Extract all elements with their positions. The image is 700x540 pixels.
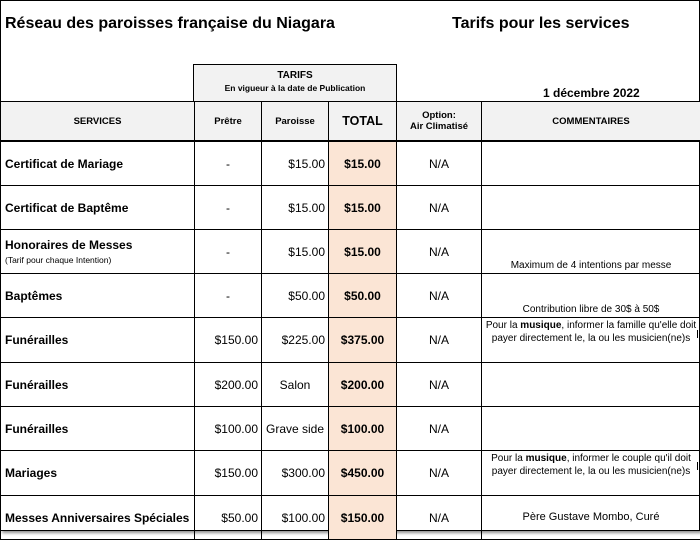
table-row	[1, 186, 700, 230]
paroisse-price: $15.00	[262, 186, 329, 230]
service-name-cell	[1, 230, 195, 274]
comment-pre: Pour la	[491, 453, 525, 464]
tarifs-title: TARIFS	[194, 70, 396, 81]
tarifs-subtitle: En vigueur à la date de Publication	[194, 83, 396, 93]
service-name: Funérailles	[1, 363, 195, 407]
table-header-row	[1, 102, 700, 142]
publication-date: 1 décembre 2022	[543, 86, 640, 100]
total-price: $15.00	[329, 186, 397, 230]
comment-cell	[482, 141, 700, 186]
comment-cell	[482, 186, 700, 230]
service-name: Messes Anniversaires Spéciales	[1, 496, 195, 540]
pretre-price: $150.00	[195, 318, 262, 363]
comment-cell: Contribution libre de 30$ à 50$	[482, 274, 700, 318]
comment-cell	[482, 363, 700, 407]
column-header-total: TOTAL	[329, 102, 397, 142]
paroisse-price: $100.00	[262, 496, 329, 540]
column-header-commentaires: COMMENTAIRES	[482, 102, 700, 142]
column-header-paroisse: Paroisse	[262, 102, 329, 142]
option-value: N/A	[397, 318, 482, 363]
scroll-marker	[693, 462, 698, 470]
comment-post: , informer la famille qu'elle doit payer directement le, la ou les musicien(ne)s	[492, 320, 696, 344]
table-row	[1, 230, 700, 274]
pretre-price: $50.00	[195, 496, 262, 540]
total-price: $375.00	[329, 318, 397, 363]
comment-signature: Père Gustave Mombo, Curé	[482, 496, 700, 540]
pretre-price: -	[195, 230, 262, 274]
pretre-price: $150.00	[195, 451, 262, 496]
pretre-price: -	[195, 186, 262, 230]
option-value: N/A	[397, 363, 482, 407]
total-price: $100.00	[329, 407, 397, 451]
pretre-price: $100.00	[195, 407, 262, 451]
service-name: Mariages	[1, 451, 195, 496]
pricing-title: Tarifs pour les services	[452, 15, 630, 33]
table-row	[1, 363, 700, 407]
pricing-table	[0, 101, 700, 540]
option-value: N/A	[397, 141, 482, 186]
table-row	[1, 141, 700, 186]
pretre-price: -	[195, 274, 262, 318]
column-header-option	[397, 102, 482, 142]
pretre-price: $200.00	[195, 363, 262, 407]
scroll-marker	[693, 330, 698, 338]
service-name: Certificat de Baptême	[1, 186, 195, 230]
paroisse-price: $15.00	[262, 230, 329, 274]
option-value: N/A	[397, 496, 482, 540]
comment-post: , informer le couple qu'il doit payer directement le, la ou les musicien(ne)s	[492, 453, 691, 477]
comment-cell	[482, 407, 700, 451]
service-name: Funérailles	[1, 407, 195, 451]
paroisse-price: $225.00	[262, 318, 329, 363]
paroisse-price: $15.00	[262, 141, 329, 186]
comment-cell	[482, 451, 700, 496]
tarifs-header-box	[193, 64, 397, 103]
paroisse-price: $300.00	[262, 451, 329, 496]
total-price: $200.00	[329, 363, 397, 407]
comment-bold: musique	[520, 320, 561, 331]
total-price: $15.00	[329, 141, 397, 186]
column-header-services: SERVICES	[1, 102, 195, 142]
comment-cell	[482, 318, 700, 363]
option-value: N/A	[397, 407, 482, 451]
document-title: Réseau des paroisses française du Niagara	[5, 15, 335, 33]
option-value: N/A	[397, 186, 482, 230]
paroisse-price: Salon	[262, 363, 329, 407]
paroisse-price: $50.00	[262, 274, 329, 318]
total-price: $150.00	[329, 496, 397, 540]
total-price: $450.00	[329, 451, 397, 496]
paroisse-price: Grave side	[262, 407, 329, 451]
column-header-pretre: Prêtre	[195, 102, 262, 142]
comment-pre: Pour la	[486, 320, 520, 331]
service-subnote: (Tarif pour chaque Intention)	[5, 255, 194, 265]
option-value: N/A	[397, 274, 482, 318]
service-name: Funérailles	[1, 318, 195, 363]
total-price: $50.00	[329, 274, 397, 318]
table-row	[1, 274, 700, 318]
option-label: Option:	[397, 110, 481, 121]
total-price: $15.00	[329, 230, 397, 274]
service-name: Honoraires de Messes	[5, 238, 132, 252]
service-name: Certificat de Mariage	[1, 141, 195, 186]
option-value: N/A	[397, 230, 482, 274]
option-value: N/A	[397, 451, 482, 496]
table-row	[1, 318, 700, 363]
table-row	[1, 407, 700, 451]
table-row	[1, 496, 700, 540]
service-name: Baptêmes	[1, 274, 195, 318]
comment-bold: musique	[526, 453, 567, 464]
option-label-air: Air Climatisé	[397, 121, 481, 132]
pretre-price: -	[195, 141, 262, 186]
table-row	[1, 451, 700, 496]
comment-cell: Maximum de 4 intentions par messe	[482, 230, 700, 274]
